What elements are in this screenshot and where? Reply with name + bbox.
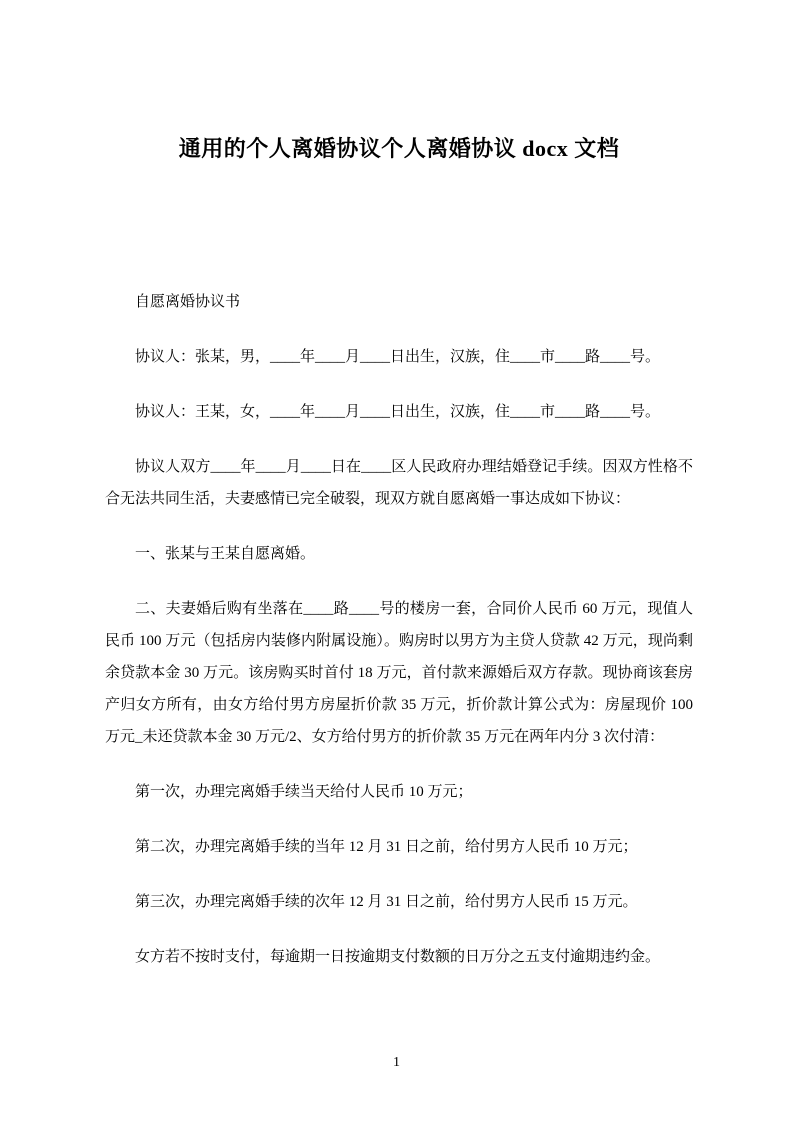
paragraph-penalty: 女方若不按时支付，每逾期一日按逾期支付数额的日万分之五支付逾期违约金。 bbox=[135, 948, 661, 965]
paragraph-payment-2: 第二次，办理完离婚手续的当年 12 月 31 日之前，给付男方人民币 10 万元； bbox=[135, 838, 638, 855]
paragraph-payment-3: 第三次，办理完离婚手续的次年 12 月 31 日之前，给付男方人民币 15 万元。 bbox=[135, 893, 638, 910]
paragraph-party-a: 协议人：张某，男，____年____月____日出生，汉族，住____市____路____号。 bbox=[135, 348, 661, 365]
page-number: 1 bbox=[393, 1055, 400, 1070]
paragraph-party-b: 协议人：王某，女，____年____月____日出生，汉族，住____市____路____号。 bbox=[135, 403, 661, 420]
paragraph-heading: 自愿离婚协议书 bbox=[135, 293, 241, 310]
paragraph-clause-1: 一、张某与王某自愿离婚。 bbox=[135, 545, 316, 562]
paragraph-clause-2: 二、夫妻婚后购有坐落在____路____号的楼房一套，合同价人民币 60 万元，现值人民币 100 万元（包括房内装修内附属设施）。购房时以男方为主贷人贷款 42 万元，现尚剩余贷款本金 30 万元。该房购买时首付 18 万元，首付款来源婚后双方存款。现协商该套房产归女方所有，由女方给付男方房屋折价款 35 万元，折价款计算公式为：房屋现价 100 万元_未还贷款本金 30 万元/2、女方给付男方的折价款 35 万元在两年内分 3 次付清： bbox=[105, 600, 693, 745]
paragraph-preamble: 协议人双方____年____月____日在____区人民政府办理结婚登记手续。因双方性格不合无法共同生活，夫妻感情已完全破裂，现双方就自愿离婚一事达成如下协议： bbox=[105, 458, 693, 507]
document-title: 通用的个人离婚协议个人离婚协议 docx 文档 bbox=[178, 136, 620, 161]
document-body bbox=[105, 286, 693, 973]
paragraph-payment-1: 第一次，办理完离婚手续当天给付人民币 10 万元； bbox=[135, 783, 473, 800]
